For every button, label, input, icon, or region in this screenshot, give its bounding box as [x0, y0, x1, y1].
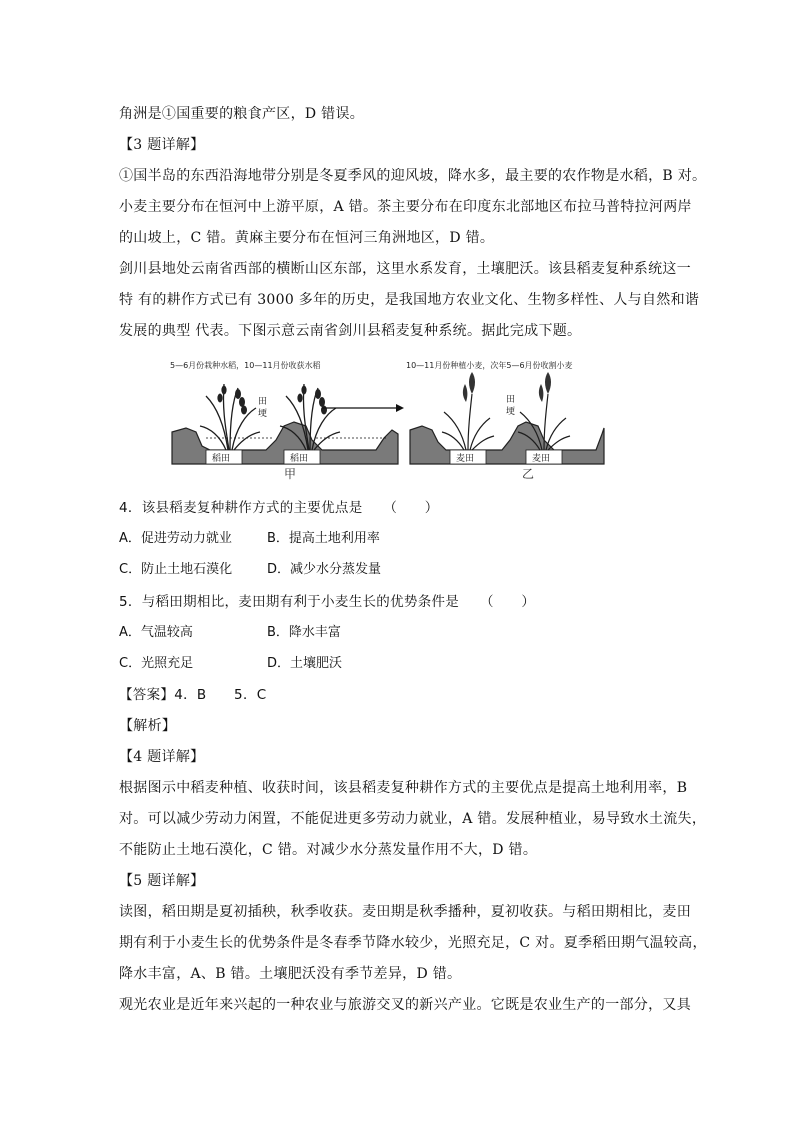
text-line: 根据图示中稻麦种植、收获时间，该县稻麦复种耕作方式的主要优点是提高土地利用率，B: [119, 780, 688, 796]
field-label: 稻田: [212, 454, 231, 464]
field-label: 麦田: [532, 454, 551, 464]
section-heading: 【3 题详解】: [119, 137, 205, 153]
text-line: 观光农业是近年来兴起的一种农业与旅游交叉的新兴产业。它既是农业生产的一部分，又具: [119, 997, 691, 1013]
question-5-stem: 5．与稻田期相比，麦田期有利于小麦生长的优势条件是 （ ）: [119, 594, 536, 610]
text-line: 期有利于小麦生长的优势条件是冬春季节降水较少，光照充足，C 对。夏季稻田期气温较高，: [119, 935, 707, 951]
left-terrain: [172, 396, 398, 464]
text-line: 对。可以减少劳动力闲置，不能促进更多劳动力就业，A 错。发展种植业，易导致水土流失，: [119, 811, 707, 827]
ridge-label-char: 田: [258, 397, 268, 407]
rice-plant-icon: [200, 384, 260, 450]
ridge-label-char: 田: [506, 395, 516, 405]
text-line: 读图，稻田期是夏初插秧，秋季收获。麦田期是秋季播种，夏初收获。与稻田期相比，麦田: [119, 904, 691, 920]
text-line: 角洲是①国重要的粮食产区，D 错误。: [119, 106, 365, 122]
rice-wheat-figure: [166, 354, 608, 480]
section-heading: 【5 题详解】: [119, 873, 205, 889]
analysis-heading: 【解析】: [119, 718, 177, 734]
right-terrain: [410, 394, 604, 464]
ridge-label-char: 埂: [506, 407, 516, 417]
section-heading: 【4 题详解】: [119, 749, 205, 765]
q4-option-a: A．促进劳动力就业: [119, 531, 232, 546]
q5-option-b: B．降水丰富: [267, 625, 341, 640]
panel-tag-right: 乙: [522, 467, 535, 480]
left-caption: 5—6月份栽种水稻，10—11月份收获水稻: [170, 361, 321, 370]
field-label: 麦田: [456, 454, 475, 464]
right-caption: 10—11月份种植小麦，次年5—6月份收割小麦: [406, 361, 573, 370]
text-line: 发展的典型 代表。下图示意云南省剑川县稻麦复种系统。据此完成下题。: [119, 323, 582, 339]
question-4-stem: 4．该县稻麦复种耕作方式的主要优点是 （ ）: [119, 500, 439, 516]
text-line: ①国半岛的东西沿海地带分别是冬夏季风的迎风坡，降水多，最主要的农作物是水稻，B 对。: [119, 168, 707, 184]
q4-option-c: C．防止土地石漠化: [119, 562, 233, 577]
q4-option-d: D．减少水分蒸发量: [267, 562, 382, 577]
answer-line: 【答案】4．B 5．C: [119, 687, 267, 703]
text-line: 特 有的耕作方式已有 3000 多年的历史，是我国地方农业文化、生物多样性、人与自然和谐: [119, 292, 700, 308]
wheat-plant-icon: [442, 394, 494, 450]
text-line: 的山坡上，C 错。黄麻主要分布在恒河三角洲地区，D 错。: [119, 230, 495, 246]
text-line: 小麦主要分布在恒河中上游平原，A 错。茶主要分布在印度东北部地区布拉马普特拉河两岸: [119, 199, 692, 215]
text-line: 不能防止土地石漠化，C 错。对减少水分蒸发量作用不大，D 错。: [119, 842, 538, 858]
q5-option-c: C．光照充足: [119, 656, 194, 671]
q4-option-b: B．提高土地利用率: [267, 531, 380, 546]
field-label: 稻田: [290, 454, 309, 464]
text-line: 降水丰富，A、B 错。土壤肥沃没有季节差异，D 错。: [119, 966, 462, 982]
q5-option-a: A．气温较高: [119, 625, 193, 640]
ridge-label-char: 埂: [258, 409, 268, 419]
panel-tag-left: 甲: [284, 467, 297, 480]
text-line: 剑川县地处云南省西部的横断山区东部，这里水系发育，土壤肥沃。该县稻麦复种系统这一: [119, 261, 691, 277]
q5-option-d: D．土壤肥沃: [267, 656, 343, 671]
arrow-right-icon: [322, 404, 404, 412]
